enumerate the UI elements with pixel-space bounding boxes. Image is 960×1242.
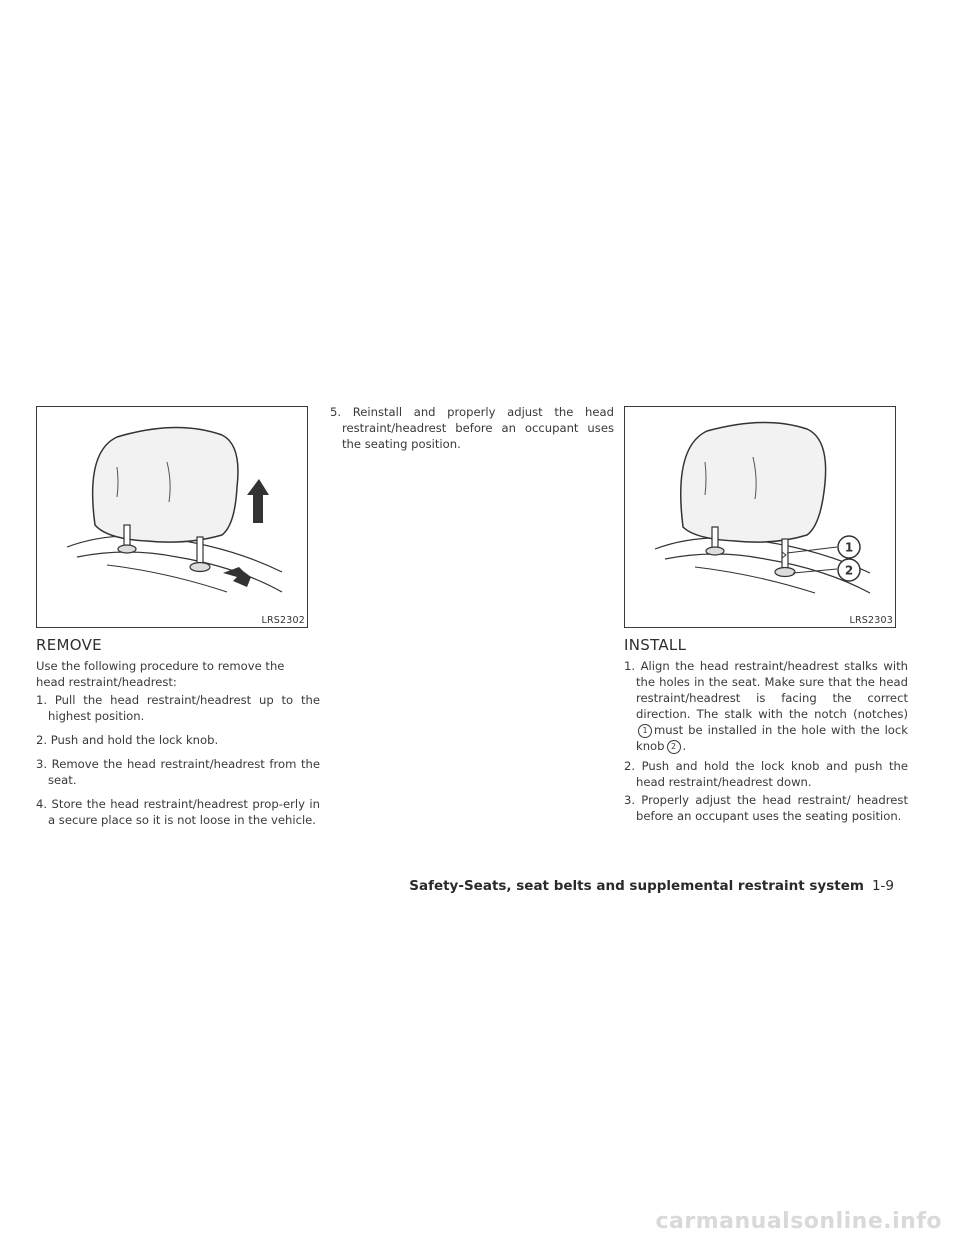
install-figure	[624, 406, 896, 628]
install-step-3: 3. Properly adjust the head restraint/ headrest before an occupant uses the seating position.	[624, 793, 908, 823]
up-arrow-icon	[247, 479, 269, 523]
install-step-2: 2. Push and hold the lock knob and push the head restraint/headrest down.	[624, 759, 908, 789]
remove-step-5: 5. Reinstall and properly adjust the head restraint/headrest before an occupant uses the seating position.	[330, 405, 614, 451]
install-step-1-text-c: .	[682, 739, 687, 753]
remove-step-2: 2. Push and hold the lock knob.	[36, 733, 219, 747]
install-step-1-text-a: 1. Align the head restraint/headrest stalks with the holes in the seat. Make sure that the head restraint/headrest is facing the correct direction. The stalk with the notch (notches)	[624, 659, 908, 721]
figure-code: LRS2303	[849, 615, 893, 626]
notch-marker-icon: 1	[638, 724, 652, 738]
figure-code: LRS2302	[261, 615, 305, 626]
watermark: carmanualsonline.info	[655, 1209, 942, 1234]
page-footer	[409, 878, 894, 894]
callout-2-label: 2	[844, 563, 854, 578]
footer-section-title: Safety-Seats, seat belts and supplemental restraint system	[409, 878, 864, 894]
remove-intro: Use the following procedure to remove the head restraint/headrest:	[36, 659, 285, 689]
lock-knob-marker-icon: 2	[667, 740, 681, 754]
footer-page-number: 1-9	[871, 878, 894, 894]
install-step-1	[624, 658, 908, 754]
remove-step-3: 3. Remove the head restraint/headrest from the seat.	[36, 757, 320, 787]
push-arrow-icon	[223, 567, 251, 587]
remove-heading: REMOVE	[36, 636, 102, 654]
headrest-install-illustration	[625, 407, 895, 627]
remove-step-4: 4. Store the head restraint/headrest prop-erly in a secure place so it is not loose in the vehicle.	[36, 797, 320, 827]
callout-1-label: 1	[844, 540, 854, 555]
remove-step-1: 1. Pull the head restraint/headrest up to the highest position.	[36, 693, 320, 723]
headrest-remove-illustration	[37, 407, 307, 627]
install-step-1-text-b: must be installed in the hole with the lock knob	[636, 723, 908, 753]
install-heading: INSTALL	[624, 636, 687, 654]
remove-figure	[36, 406, 308, 628]
